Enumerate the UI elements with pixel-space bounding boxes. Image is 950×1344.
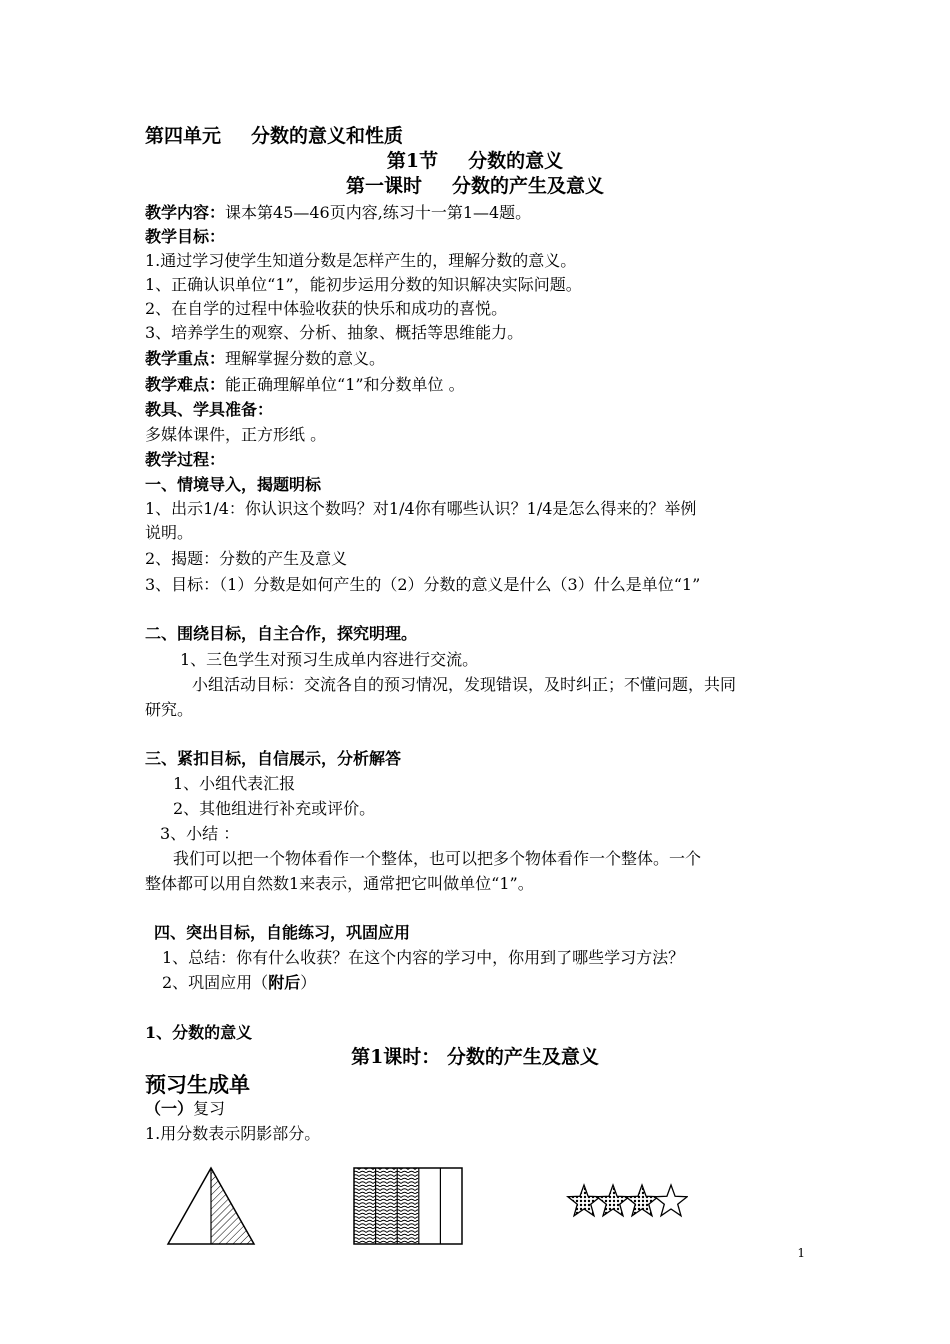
goals-label: 教学目标：	[145, 227, 226, 246]
unit-subtitle: 分数的意义和性质	[251, 125, 404, 147]
unit-title: 第四单元	[145, 125, 222, 147]
keypoint-text: 理解掌握分数的意义。	[225, 349, 386, 368]
part2-line: 1、三色学生对预习生成单内容进行交流。	[180, 650, 479, 669]
part4-line2-prefix: 2、巩固应用（	[162, 973, 269, 992]
part3-title: 三、紧扣目标，自信展示，分析解答	[145, 749, 402, 768]
section-title: 第1节	[386, 150, 439, 172]
tools-label: 教具、学具准备：	[145, 400, 274, 419]
unit-heading	[145, 124, 403, 148]
part1-line: 3、目标：（1）分数是如何产生的（2）分数的意义是什么（3）什么是单位“1”	[145, 575, 701, 594]
review-heading	[145, 1097, 225, 1121]
goal-line: 3、培养学生的观察、分析、抽象、概括等思维能力。	[145, 323, 524, 342]
part2-title: 二、围绕目标，自主合作，探究明理。	[145, 624, 418, 643]
section-subtitle: 分数的意义	[468, 150, 564, 172]
part2-line: 研究。	[145, 700, 194, 719]
star-icon	[568, 1185, 687, 1216]
part4-line2-bold: 附后	[268, 973, 301, 992]
part2-line: 小组活动目标：交流各自的预习情况，发现错误，及时纠正；不懂问题，共同	[192, 675, 737, 694]
content-text: 课本第45—46页内容,练习十一第1—4题。	[225, 203, 532, 222]
keypoint-label: 教学重点：	[145, 349, 226, 368]
part3-line: 我们可以把一个物体看作一个整体，也可以把多个物体看作一个整体。一个	[173, 849, 702, 868]
part3-line: 2、其他组进行补充或评价。	[173, 799, 376, 818]
triangle-figure	[163, 1165, 259, 1247]
lesson-heading	[0, 174, 950, 198]
goal-line: 1.通过学习使学生知道分数是怎样产生的，理解分数的意义。	[145, 251, 577, 270]
appendix-heading: 1、分数的意义	[145, 1023, 253, 1042]
lesson-title: 第一课时	[345, 175, 422, 197]
part4-title: 四、突出目标，自能练习，巩固应用	[154, 923, 411, 942]
preview-sheet-title: 预习生成单	[145, 1072, 250, 1097]
part4-line2-suffix: ）	[300, 973, 317, 992]
question-1: 1.用分数表示阴影部分。	[145, 1124, 321, 1143]
appendix-title: 第1课时： 分数的产生及意义	[351, 1046, 599, 1068]
part1-line: 2、揭题：分数的产生及意义	[145, 549, 348, 568]
part4-line: 1、总结：你有什么收获？在这个内容的学习中，你用到了哪些学习方法？	[162, 948, 685, 967]
tools-text: 多媒体课件，正方形纸 。	[145, 425, 327, 444]
review-number: （一）	[145, 1099, 194, 1118]
part3-line: 整体都可以用自然数1来表示，通常把它叫做单位“1”。	[145, 874, 534, 893]
part3-line: 1、小组代表汇报	[173, 774, 296, 793]
difficulty-line	[145, 373, 465, 397]
review-label: 复习	[193, 1099, 226, 1118]
part1-line: 说明。	[145, 523, 194, 542]
goal-line: 2、在自学的过程中体验收获的快乐和成功的喜悦。	[145, 299, 508, 318]
lesson-subtitle: 分数的产生及意义	[452, 175, 605, 197]
rectangle-figure	[352, 1166, 464, 1246]
part1-line: 1、出示1/4：你认识这个数吗？对1/4你有哪些认识？1/4是怎么得来的？举例	[145, 499, 697, 518]
part4-line	[162, 971, 316, 995]
content-line	[145, 201, 531, 225]
goal-line: 1、正确认识单位“1”，能初步运用分数的知识解决实际问题。	[145, 275, 582, 294]
process-label: 教学过程：	[145, 450, 226, 469]
part3-line: 3、小结 ：	[160, 824, 240, 843]
stars-figure	[566, 1180, 688, 1222]
keypoint-line	[145, 347, 385, 371]
difficulty-text: 能正确理解单位“1”和分数单位 。	[225, 375, 465, 394]
section-heading	[0, 149, 950, 173]
part1-title: 一、情境导入，揭题明标	[145, 475, 322, 494]
content-label: 教学内容：	[145, 203, 226, 222]
difficulty-label: 教学难点：	[145, 375, 226, 394]
page-number: 1	[797, 1246, 805, 1260]
